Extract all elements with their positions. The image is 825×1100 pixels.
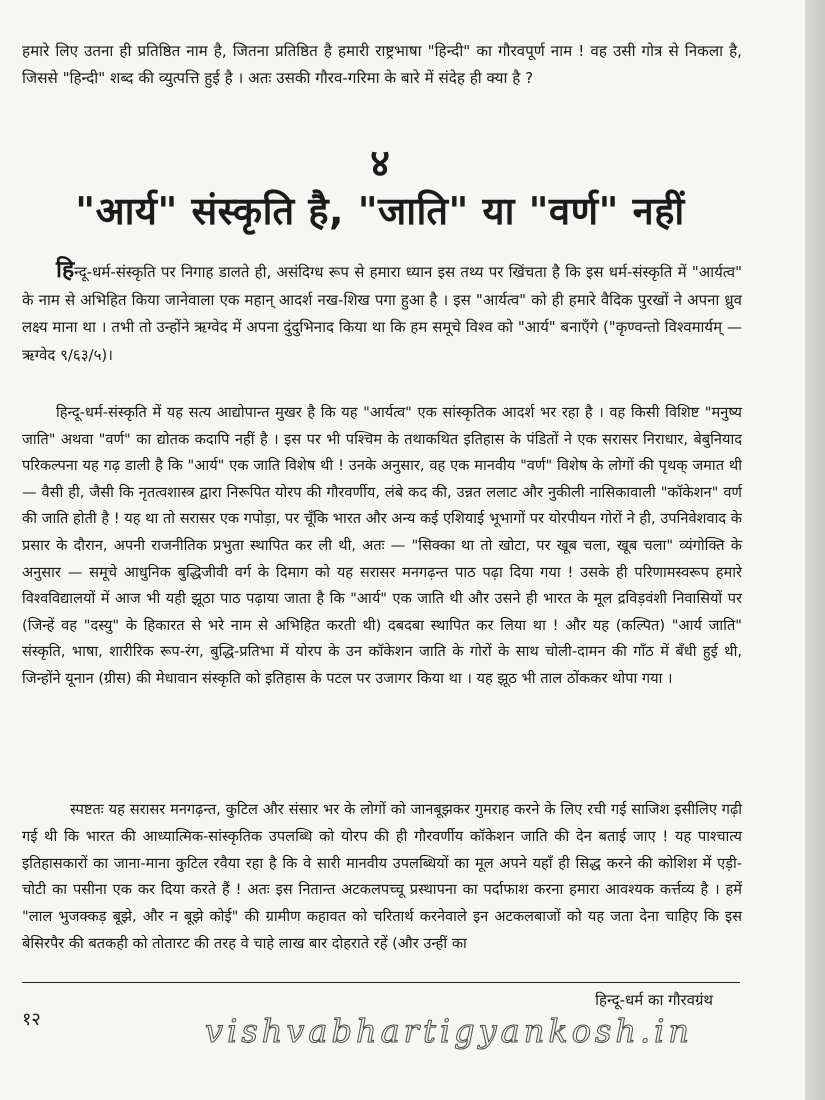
page-edge <box>805 0 825 1100</box>
chapter-number: ४ <box>370 141 390 185</box>
page-number: १२ <box>22 1009 41 1030</box>
watermark: vishvabhartigyankosh.in <box>205 1012 694 1050</box>
running-footer-title: हिन्दू-धर्म का गौरवग्रंथ <box>595 991 713 1009</box>
paragraph-body: हिन्दू-धर्म-संस्कृति में यह सत्य आद्योपान्त मुखर है कि यह "आर्यत्व" एक सांस्कृतिक आदर्श भर रहा है । वह किसी विशिष्ट "मनुष्य जाति" अथवा "वर्ण" का द्योतक कदापि नहीं है । इस पर भी पश्चिम के तथाकथित इतिहास के पंडितों ने एक सरासर निराधार, बेबुनियाद परिकल्पना यह गढ़ डाली है कि "आर्य" एक जाति विशेष थी ! उनके अनुसार, वह एक मानवीय "वर्ण" विशेष के लोगों की पृथक् जमात थी — वैसी ही, जैसी कि नृतत्वशास्त्र द्वारा निरूपित योरप की गौरवर्णीय, लंबे कद की, उन्नत ललाट और नुकीली नासिकावाली "कॉकेशन" वर्ण की जाति होती है ! यह था तो सरासर एक गपोड़ा, पर चूँकि भारत और अन्य कई एशियाई भूभागों पर योरपीयन गोरों ने ही, उपनिवेशवाद के प्रसार के दौरान, अपनी राजनीतिक प्रभुता स्थापित कर ली थी, अतः — "सिक्का था तो खोटा, पर खूब चला, खूब चला" व्यंगोक्ति के अनुसार — समूचे आधुनिक बुद्धिजीवी वर्ग के दिमाग को यह सरासर मनगढ़न्त पाठ पढ़ा दिया गया ! उसके ही परिणामस्वरूप हमारे विश्वविद्यालयों में आज भी यही झूठा पाठ पढ़ाया जाता है कि "आर्य" एक जाति थी और उसने ही भारत के मूल द्रविड़वंशी निवासियों पर (जिन्हें वह "दस्यु" के हिकारत से भरे नाम से अभिहित करती थी) दबदबा स्थापित कर लिया था ! और यह (कल्पित) "आर्य जाति" संस्कृति, भाषा, शारीरिक रूप-रंग, बुद्धि-प्रतिभा में योरप के उन कॉकेशन जाति के गोरों के साथ चोली-दामन की गाँठ में बँधी हुई थी, जिन्होंने यूनान (ग्रीस) की मेधावान संस्कृति को इतिहास के पटल पर उजागर किया था । यह झूठ भी ताल ठोंककर थोपा गया । <box>22 404 742 687</box>
paragraph-intro-text: न्दू-धर्म-संस्कृति पर निगाह डालते ही, असंदिग्ध रूप से हमारा ध्यान इस तथ्य पर खिंचता है कि इस धर्म-संस्कृति में "आर्यत्व" के नाम से अभिहित किया जानेवाला एक महान् आदर्श नख-शिख पगा हुआ है । इस "आर्यत्व" को ही हमारे वैदिक पुरखों ने अपना ध्रुव लक्ष्य माना था । तभी तो उन्होंने ऋग्वेद में अपना दुंदुभिनाद किया था कि हम समूचे विश्व को "आर्य" बनाएँगे ("कृण्वन्तो विश्वमार्यम् — ऋग्वेद ९/६३/५)। <box>22 263 742 364</box>
paragraph-intro <box>22 257 742 369</box>
paragraph-continued: हमारे लिए उतना ही प्रतिष्ठित नाम है, जितना प्रतिष्ठित है हमारी राष्ट्रभाषा "हिन्दी" का गौरवपूर्ण नाम ! वह उसी गोत्र से निकला है, जिससे "हिन्दी" शब्द की व्युत्पत्ति हुई है । अतः उसकी गौरव-गरिमा के बारे में संदेह ही क्या है ? <box>22 42 742 87</box>
chapter-title: "आर्य" संस्कृति है, "जाति" या "वर्ण" नहीं <box>75 189 685 233</box>
paragraph-body-2: स्पष्टतः यह सरासर मनगढ़न्त, कुटिल और संसार भर के लोगों को जानबूझकर गुमराह करने के लिए रची गई साजिश इसीलिए गढ़ी गई थी कि भारत की आध्यात्मिक-सांस्कृतिक उपलब्धि को योरप की ही गौरवर्णीय कॉकेशन जाति की देन बताई जाए ! यह पाश्चात्य इतिहासकारों का जाना-माना कुटिल रवैया रहा है कि वे सारी मानवीय उपलब्धियों का मूल अपने यहाँ ही सिद्ध करने की कोशिश में एड़ी-चोटी का पसीना एक कर दिया करते हैं ! अतः इस नितान्त अटकलपच्चू प्रस्थापना का पर्दाफाश करना हमारा आवश्यक कर्त्तव्य है । हमें "लाल भुजक्कड़ बूझे, और न बूझे कोई" की ग्रामीण कहावत को चरितार्थ करनेवाले इन अटकलबाजों को यह जता देना चाहिए कि इस बेसिरपैर की बतकही को तोतारट की तरह वे चाहे लाख बार दोहराते रहें (और उन्हीं का <box>22 801 742 952</box>
drop-cap: हि <box>56 257 75 283</box>
footer-divider <box>22 982 740 983</box>
